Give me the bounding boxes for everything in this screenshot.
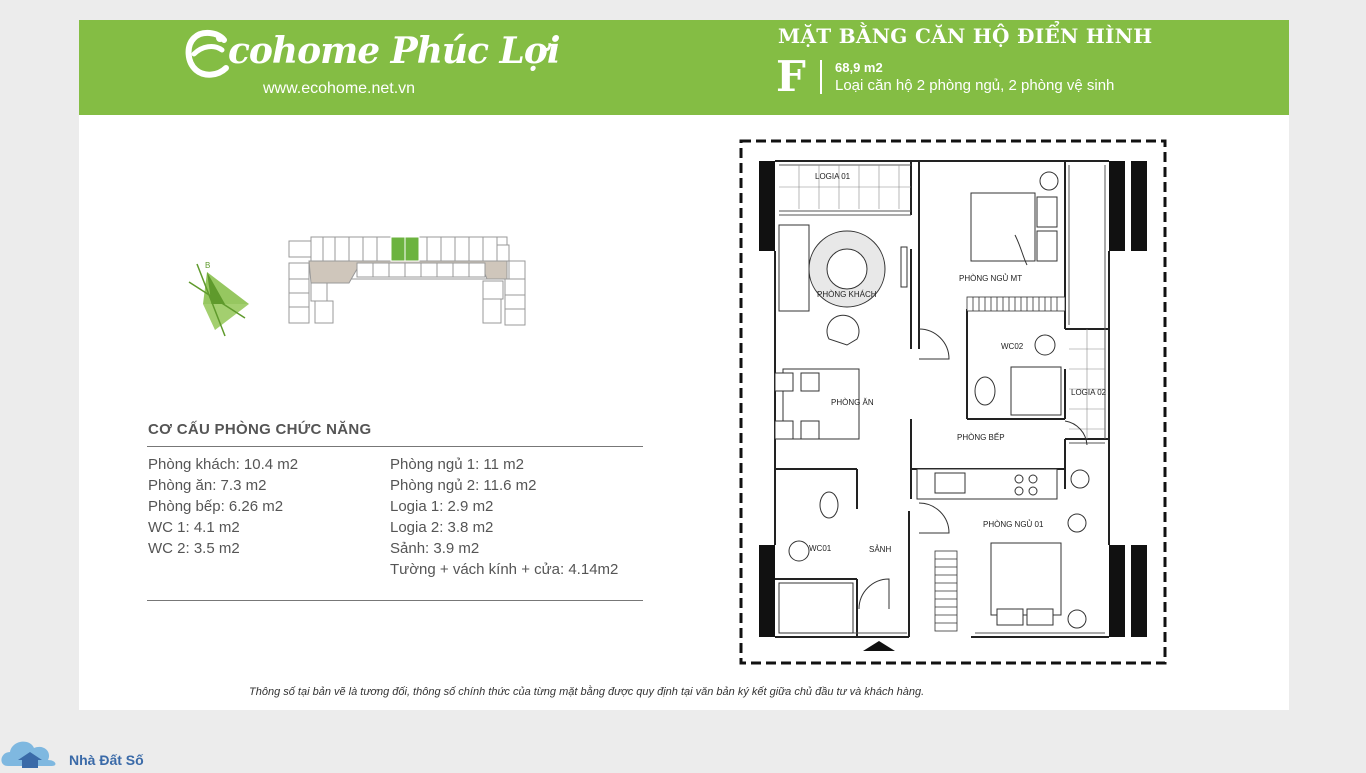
room-area-item: Phòng khách: 10.4 m2 xyxy=(148,456,299,473)
wc01-sink xyxy=(789,541,809,561)
svg-text:B: B xyxy=(205,261,211,270)
label-logia-02: LOGIA 02 xyxy=(1071,388,1107,397)
wc01-shower xyxy=(779,583,853,633)
logia-02-tiles xyxy=(1069,329,1105,439)
logo-wordmark: cohome Phúc Lợi xyxy=(228,30,560,72)
label-living-room: PHÒNG KHÁCH xyxy=(817,290,877,299)
compass-icon xyxy=(185,252,255,342)
unit-letter: F xyxy=(776,52,806,101)
room-area-item: Sảnh: 3.9 m2 xyxy=(390,540,480,557)
header-divider xyxy=(820,60,822,94)
ecohome-logo xyxy=(184,28,560,78)
armchair xyxy=(827,315,859,345)
watermark xyxy=(0,732,160,768)
master-bed xyxy=(971,193,1035,261)
label-master-bedroom: PHÒNG NGỦ MT xyxy=(959,274,1023,283)
room-area-item: Tường + vách kính + cửa: 4.14m2 xyxy=(390,561,619,578)
plan-title: MẶT BẰNG CĂN HỘ ĐIỂN HÌNH xyxy=(778,24,1153,48)
top-rule xyxy=(147,446,643,447)
wardrobe-01 xyxy=(935,551,957,631)
label-wc02: WC02 xyxy=(1001,342,1024,351)
room-area-item: WC 2: 3.5 m2 xyxy=(148,540,240,557)
coffee-table xyxy=(827,249,867,289)
label-logia-01: LOGIA 01 xyxy=(815,172,851,181)
rooms-title: CƠ CẤU PHÒNG CHỨC NĂNG xyxy=(148,421,372,438)
sofa xyxy=(779,225,809,311)
label-dining-room: PHÒNG ĂN xyxy=(831,398,874,407)
rooms-column-2 xyxy=(390,454,618,580)
room-area-item: Phòng ngủ 2: 11.6 m2 xyxy=(390,477,537,494)
wc02-shower xyxy=(1011,367,1061,415)
room-area-item: WC 1: 4.1 m2 xyxy=(148,519,240,536)
website-url: www.ecohome.net.vn xyxy=(263,80,416,97)
cloud-house-icon xyxy=(0,732,70,768)
room-area-item: Phòng ngủ 1: 11 m2 xyxy=(390,456,524,473)
washing-machine xyxy=(1071,470,1089,488)
unit-area: 68,9 m2 xyxy=(835,60,883,75)
watermark-text: Nhà Đất Số xyxy=(69,752,144,768)
wc02-toilet xyxy=(975,377,995,405)
room-area-item: Phòng ăn: 7.3 m2 xyxy=(148,477,267,494)
wardrobe xyxy=(967,297,1065,311)
header-bar xyxy=(79,20,1289,115)
highlighted-unit xyxy=(391,237,405,261)
label-kitchen: PHÒNG BẾP xyxy=(957,433,1005,442)
room-area-item: Phòng bếp: 6.26 m2 xyxy=(148,498,284,515)
bottom-rule xyxy=(147,600,643,601)
floor-plan xyxy=(739,139,1167,667)
wc01-toilet xyxy=(820,492,838,518)
label-wc01: WC01 xyxy=(809,544,832,553)
room-area-item: Logia 2: 3.8 m2 xyxy=(390,519,494,536)
entrance-arrow-icon xyxy=(863,641,895,651)
disclaimer-note: Thông số tại bản vẽ là tương đối, thông số chính thức của từng mặt bằng được quy định tại văn bản ký kết giữa chủ đầu tư và khách hàng. xyxy=(249,686,925,698)
building-key-plan xyxy=(287,235,527,335)
wc02-sink xyxy=(1035,335,1055,355)
label-lobby: SẢNH xyxy=(869,545,892,554)
label-bedroom-01: PHÒNG NGỦ 01 xyxy=(983,520,1044,529)
bed-01 xyxy=(991,543,1061,615)
ecohome-e-icon xyxy=(184,28,232,78)
rooms-column-1 xyxy=(148,454,298,559)
plan-sheet xyxy=(79,20,1289,710)
room-area-item: Logia 1: 2.9 m2 xyxy=(390,498,494,515)
unit-type: Loại căn hộ 2 phòng ngủ, 2 phòng vệ sinh xyxy=(835,77,1115,94)
tv-console xyxy=(901,247,907,287)
